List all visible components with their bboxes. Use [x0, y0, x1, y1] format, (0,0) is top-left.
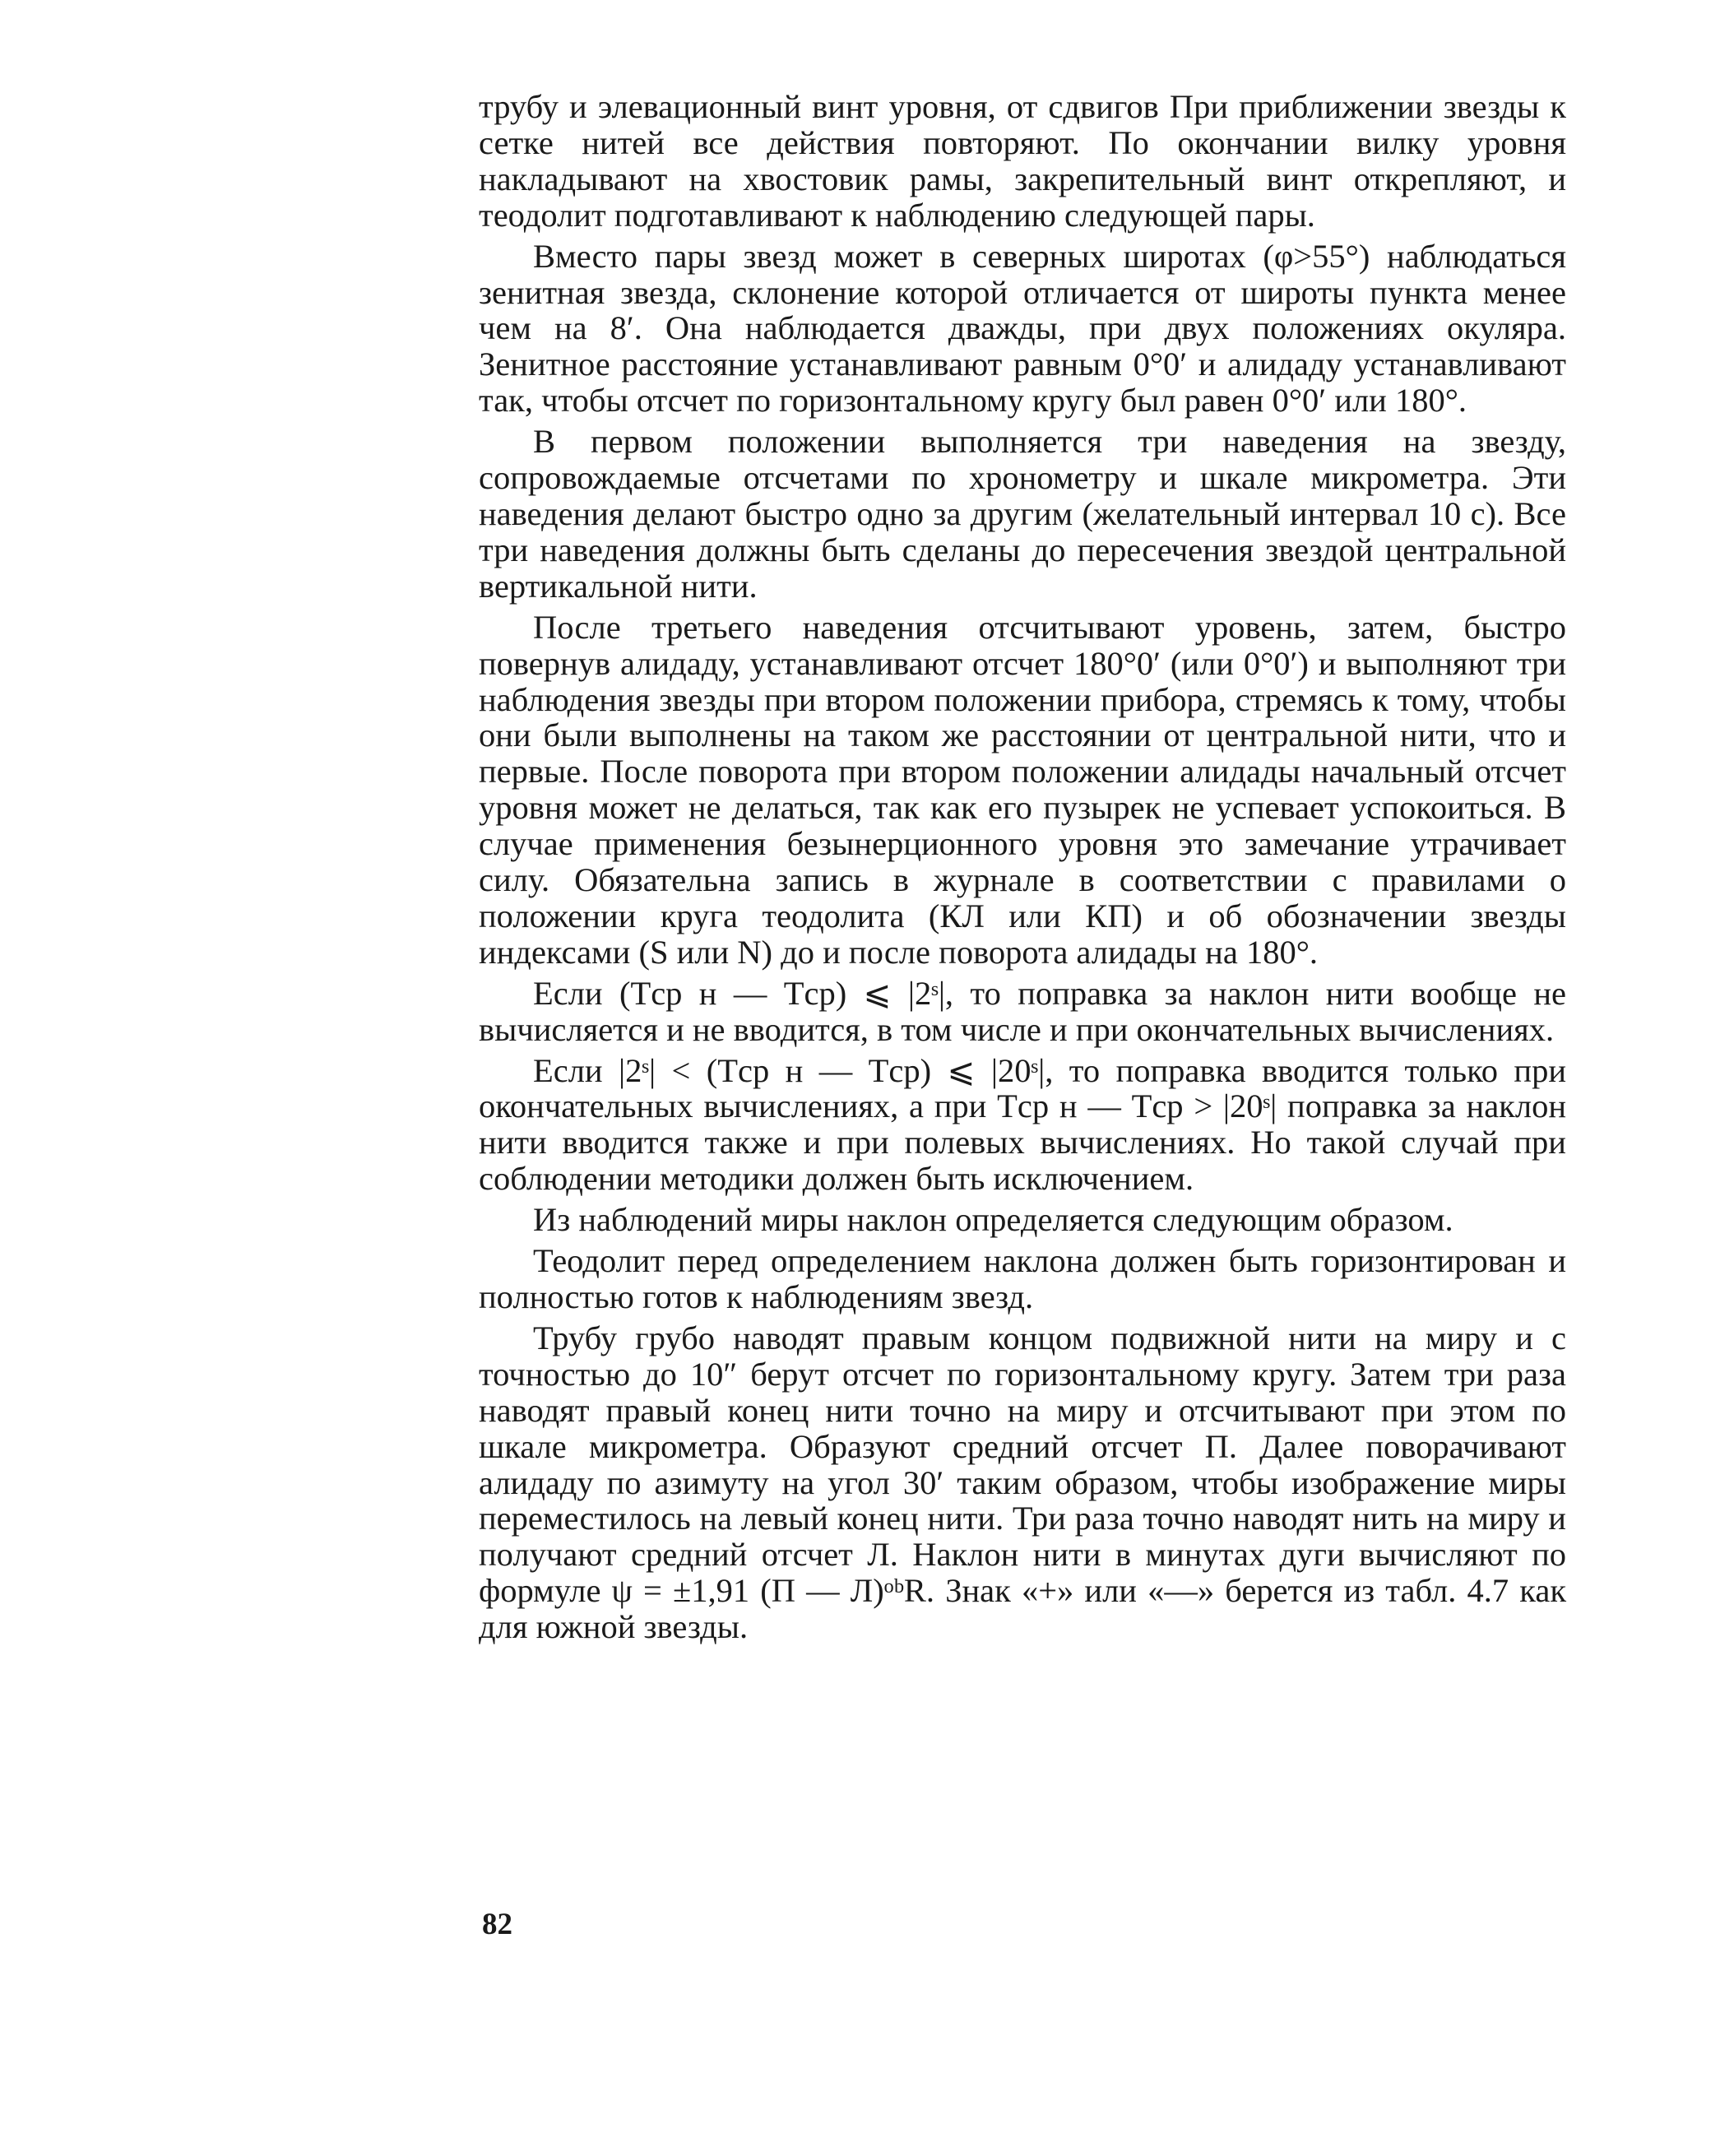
paragraph-zenith-star: Вместо пары звезд может в северных широтах (φ>55°) наблюдаться зенитная звезда, склонение которой отличается от широты пункта менее чем на 8′. Она наблюдается дважды, при двух положениях окуляра. Зенитное расстояние устанавливают равным 0°0′ и алидаду устанавливают так, чтобы отсчет по горизонтальному кругу был равен 0°0′ или 180°.: [479, 237, 1566, 420]
paragraph-mark-intro: Из наблюдений миры наклон определяется следующим образом.: [533, 1201, 1453, 1239]
paragraph-small-correction: Если (Tср н — Tср) ⩽ |2ˢ|, то поправка за наклон нити вообще не вычисляется и не вводится, в том числе и при окончательных вычислениях.: [479, 974, 1566, 1048]
paragraph-second-position: После третьего наведения отсчитывают уровень, затем, быстро повернув алидаду, устанавливают отсчет 180°0′ (или 0°0′) и выполняют три наблюдения звезды при втором положении прибора, стремясь к тому, чтобы они были выполнены на таком же расстоянии от центральной нити, что и первые. После поворота при втором положении алидады начальный отсчет уровня может не делаться, так как его пузырек не успевает успокоиться. В случае применения безынерционного уровня это замечание утрачивает силу. Обязательна запись в журнале в соответствии с правилами о положении круга теодолита (КЛ или КП) и об обозначении звезды индексами (S или N) до и после поворота алидады на 180°.: [479, 608, 1566, 971]
paragraph-large-correction: Если |2ˢ| < (Tср н — Tср) ⩽ |20ˢ|, то поправка вводится только при окончательных вычислениях, а при Tср н — Tср > |20ˢ| поправка за наклон нити вводится также и при полевых вычислениях. Но такой случай при соблюдении методики должен быть исключением.: [479, 1051, 1566, 1198]
page-number: 82: [482, 1908, 512, 1941]
paragraph-continuation: трубу и элевационный винт уровня, от сдвигов При приближении звезды к сетке нитей все действия повторяют. По окончании вилку уровня накладывают на хвостовик рамы, закрепительный винт открепляют, и теодолит подготавливают к наблюдению следующей пары.: [479, 88, 1566, 234]
paragraph-theodolite-prep: Теодолит перед определением наклона должен быть горизонтирован и полностью готов к наблюдениям звезд.: [479, 1242, 1566, 1315]
paragraph-mark-procedure: Трубу грубо наводят правым концом подвижной нити на миру и с точностью до 10″ берут отсчет по горизонтальному кругу. Затем три раза наводят правый конец нити точно на миру и отсчитывают при этом по шкале микрометра. Образуют средний отсчет П. Далее поворачивают алидаду по азимуту на угол 30′ таким образом, чтобы изображение миры переместилось на левый конец нити. Три раза точно наводят нить на миру и получают средний отсчет Л. Наклон нити в минутах дуги вычисляют по формуле ψ = ±1,91 (П — Л)ᵒᵇR. Знак «+» или «—» берется из табл. 4.7 как для южной звезды.: [479, 1319, 1566, 1646]
text-column: [479, 89, 1566, 1650]
paragraph-first-position: В первом положении выполняется три наведения на звезду, сопровождаемые отсчетами по хронометру и шкале микрометра. Эти наведения делают быстро одно за другим (желательный интервал 10 с). Все три наведения должны быть сделаны до пересечения звездой центральной вертикальной нити.: [479, 423, 1566, 605]
